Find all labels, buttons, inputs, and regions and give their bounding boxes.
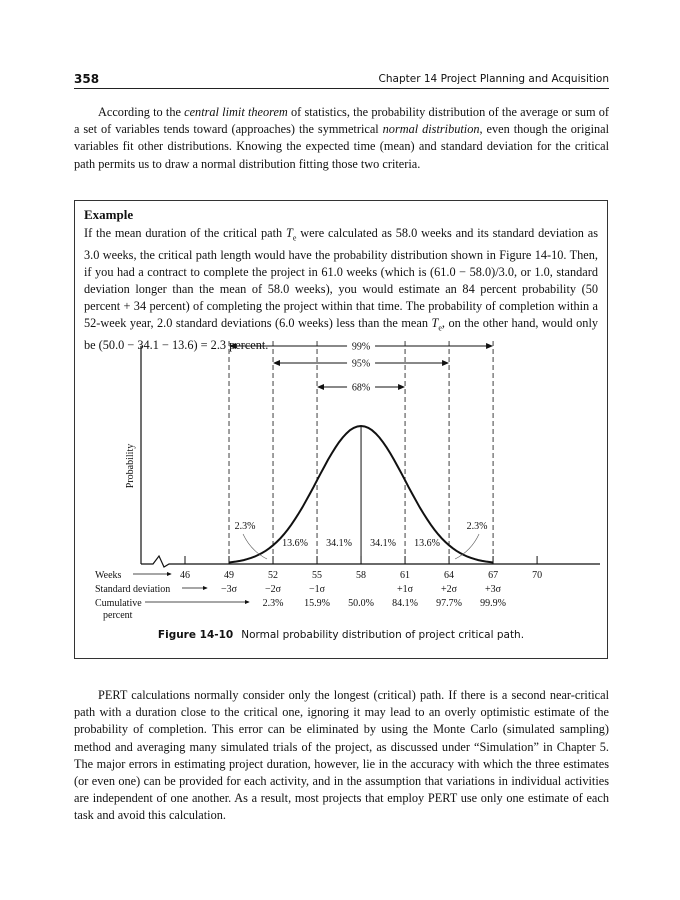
closing-paragraph: PERT calculations normally consider only the longest (critical) path. If there is a second near-critical path with a duration close to the critical one, ignoring it may lead to an overly optimistic estimate of the probability of completion. This error can be eliminated by using the Monte Carlo (simulated sampling) method and averaging many simulated trials of the project, as discussed under “Simulation” in Chapter 5. The major errors in estimating project duration, however, lie in the accuracy with which the three estimates (or even one) can be provided for each activity, and in the assumption that variations in individual activities are independent of one another. As a result, most projects that employ PERT use only one estimate of each task and avoid this calculation.: [74, 688, 609, 823]
sigma-label: −2σ: [265, 584, 282, 595]
range-label: 99%: [351, 341, 371, 353]
text: , even though the original variables fit other distributions. Knowing the expected time (mean) and standard deviation for the critical path permits us to draw a normal distribution fitting those two criteria.: [74, 122, 610, 171]
x-tick-label: 55: [312, 570, 323, 581]
intro-paragraph: [74, 104, 609, 173]
page-header: [74, 70, 609, 89]
normal-distribution-figure: [75, 201, 609, 660]
range-label: 95%: [351, 358, 371, 370]
term-normal-distribution: normal distribution: [382, 122, 480, 137]
x-tick-label: 58: [356, 570, 367, 581]
region-percent: 13.6%: [414, 538, 440, 549]
sigma-label: +3σ: [485, 584, 502, 595]
example-title: Example: [84, 207, 134, 222]
y-axis-label: Probability: [125, 443, 136, 489]
x-tick-label: 64: [444, 570, 455, 581]
text: , on the other hand, would only be (50.0 − 34.1 − 13.6) = 2.3 percent.: [84, 316, 599, 353]
cumulative-label: 50.0%: [348, 598, 374, 609]
sigma-label: −1σ: [309, 584, 326, 595]
example-box: [74, 200, 608, 659]
region-percent: 13.6%: [282, 538, 308, 549]
sigma-label: −3σ: [220, 584, 238, 595]
x-tick-label: 49: [224, 570, 235, 581]
figure-label: Figure 14-10: [157, 629, 234, 641]
sigma-label: +1σ: [397, 584, 414, 595]
range-label: 68%: [351, 382, 371, 394]
te-subscript: e: [438, 323, 442, 333]
te-symbol: T: [286, 226, 293, 240]
weeks-row-label: Weeks: [95, 570, 122, 581]
pointer-line: [455, 534, 479, 559]
sigma-label: +2σ: [441, 584, 458, 595]
x-tick-label: 70: [532, 570, 543, 581]
region-percent: 34.1%: [370, 538, 396, 549]
x-tick-label: 52: [268, 570, 279, 581]
cumulative-label: 84.1%: [392, 598, 418, 609]
pointer-line: [243, 534, 267, 559]
region-percent: 2.3%: [466, 521, 488, 532]
text: of statistics, the probability distribution of the average or sum of a set of variables tends toward (approaches) the symmetrical: [74, 105, 609, 137]
x-tick-label: 61: [400, 570, 411, 581]
x-tick-label: 46: [180, 570, 190, 581]
cumulative-label: 2.3%: [262, 598, 284, 609]
x-axis: [141, 556, 600, 567]
te-subscript: e: [292, 233, 297, 243]
text: According to the: [98, 105, 185, 119]
te-symbol: T: [431, 316, 439, 331]
cumulative-label: 99.9%: [480, 598, 506, 609]
figure-title: Normal probability distribution of project critical path.: [241, 629, 525, 641]
cumulative-label: 97.7%: [436, 598, 462, 609]
cumulative-row-label-2: percent: [103, 610, 133, 621]
cumulative-row-label: Cumulative: [95, 598, 142, 609]
chapter-title: Chapter 14 Project Planning and Acquisition: [378, 73, 609, 85]
figure-caption: [75, 629, 607, 641]
region-percent: 34.1%: [326, 538, 352, 549]
term-central-limit-theorem: central limit theorem: [184, 105, 288, 119]
sd-row-label: Standard deviation: [95, 584, 171, 595]
text: If the mean duration of the critical path: [84, 226, 287, 240]
region-percent: 2.3%: [234, 521, 256, 532]
x-tick-label: 67: [488, 570, 499, 581]
text: were calculated as 58.0 weeks and its standard deviation as 3.0 weeks, the critical path length would have the probability distribution shown in Figure 14-10. Then, if you had a contract to complete the project in 61.0 weeks (which is (61.0 − 58.0)/3.0, or 1.0, standard deviation longer than the mean of 58.0 weeks), you would estimate an 84 percent probability (50 percent + 34 percent) of completing the project within that time. The probability of completion within a 52-week year, 2.0 standard deviations (6.0 weeks) less than the mean: [84, 226, 598, 331]
page-number: 358: [74, 72, 100, 86]
cumulative-label: 15.9%: [304, 598, 330, 609]
